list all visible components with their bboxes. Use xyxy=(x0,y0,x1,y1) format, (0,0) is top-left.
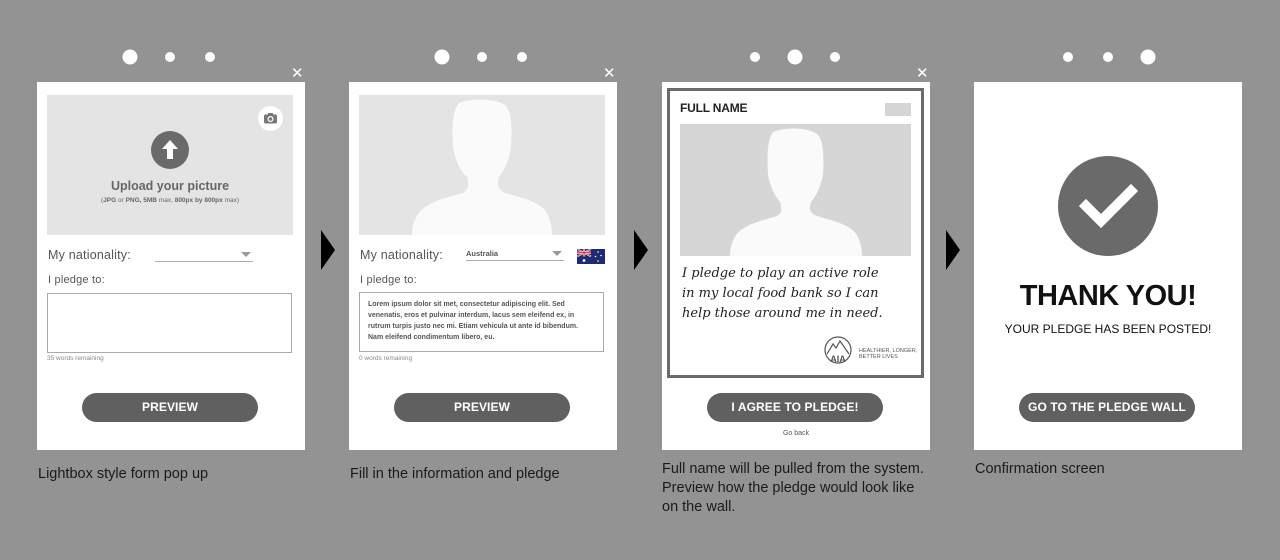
upload-form-panel xyxy=(37,82,305,450)
chevron-down-icon xyxy=(552,251,562,256)
next-arrow-icon xyxy=(321,230,335,270)
words-remaining: 0 words remaining xyxy=(359,355,413,362)
confirmation-panel xyxy=(974,82,1242,450)
preview-button[interactable]: PREVIEW xyxy=(82,393,258,422)
svg-text:AIA: AIA xyxy=(830,354,846,364)
upload-arrow-icon[interactable] xyxy=(151,131,189,169)
preview-button[interactable]: PREVIEW xyxy=(394,393,570,422)
brand-tagline xyxy=(859,348,917,360)
australia-flag-icon xyxy=(577,249,605,264)
tagline-line: HEALTHIER, LONGER, xyxy=(859,348,918,354)
nationality-select[interactable] xyxy=(155,250,253,262)
chevron-down-icon xyxy=(241,252,251,257)
step-dot xyxy=(1103,52,1113,62)
upload-title: Upload your picture xyxy=(110,179,230,193)
pledge-line: help those around me in need. xyxy=(682,306,883,321)
caption-line: on the wall. xyxy=(662,499,736,515)
step-dot-active xyxy=(788,50,803,65)
pledge-line: I pledge to play an active role xyxy=(682,266,879,281)
step-dot xyxy=(205,52,215,62)
caption-step-2: Fill in the information and pledge xyxy=(350,466,560,482)
step-indicator-4 xyxy=(1053,48,1163,66)
pledge-wall-button[interactable]: GO TO THE PLEDGE WALL xyxy=(1019,393,1195,422)
filled-form-panel xyxy=(349,82,617,450)
step-dot-active xyxy=(435,50,450,65)
close-icon[interactable]: ✕ xyxy=(291,64,304,82)
caption-step-4: Confirmation screen xyxy=(975,461,1105,477)
aia-logo xyxy=(822,336,854,364)
full-name: FULL NAME xyxy=(680,101,748,115)
go-back-link[interactable]: Go back xyxy=(782,430,810,437)
pledge-textarea[interactable] xyxy=(47,293,292,353)
pledge-photo xyxy=(680,124,911,256)
upload-requirements: (JPG or PNG, 5MB max, 800px by 800px max) xyxy=(100,197,240,204)
checkmark-icon xyxy=(1058,156,1158,256)
caption-step-1: Lightbox style form pop up xyxy=(38,466,209,482)
pledge-line: in my local food bank so I can xyxy=(682,286,879,301)
step-indicator-2 xyxy=(427,48,537,66)
pledge-handwritten-text xyxy=(682,264,912,324)
pledge-label: I pledge to: xyxy=(48,274,105,286)
pledge-preview-panel xyxy=(662,82,930,450)
step-dot-active xyxy=(123,50,138,65)
caption-step-3 xyxy=(662,460,942,517)
person-silhouette-icon xyxy=(680,124,911,256)
upload-dropzone[interactable] xyxy=(47,95,293,235)
nationality-select[interactable] xyxy=(466,249,564,261)
pledge-label: I pledge to: xyxy=(360,274,417,286)
nationality-label: My nationality: xyxy=(48,248,131,262)
pledge-posted-message: YOUR PLEDGE HAS BEEN POSTED! xyxy=(1004,322,1212,336)
close-icon[interactable]: ✕ xyxy=(603,64,616,82)
next-arrow-icon xyxy=(634,230,648,270)
step-indicator-3 xyxy=(740,48,850,66)
pledge-textarea[interactable]: Lorem ipsum dolor sit met, consectetur adipiscing elit. Sed venenatis, eros et pulvinar interdum, lacus sem eleifend ex, in rutrum turpis justo nec mi. Etiam vehicula ut ante id bibendum. Nam eleifend condimentum libero, eu. xyxy=(359,292,604,352)
flag-placeholder xyxy=(885,103,911,116)
thank-you-heading: THANK YOU! xyxy=(1019,280,1197,312)
nationality-value: Australia xyxy=(466,249,499,258)
nationality-label: My nationality: xyxy=(360,248,443,262)
agree-pledge-button[interactable]: I AGREE TO PLEDGE! xyxy=(707,393,883,422)
caption-line: Preview how the pledge would look like xyxy=(662,480,915,496)
step-dot xyxy=(830,52,840,62)
close-icon[interactable]: ✕ xyxy=(916,64,929,82)
uploaded-photo xyxy=(359,95,605,235)
words-remaining: 35 words remaining xyxy=(47,355,104,362)
pledge-card-preview xyxy=(667,88,924,378)
camera-icon[interactable] xyxy=(258,106,283,131)
step-dot xyxy=(517,52,527,62)
step-dot-active xyxy=(1141,50,1156,65)
next-arrow-icon xyxy=(946,230,960,270)
step-indicator-1 xyxy=(115,48,225,66)
step-dot xyxy=(750,52,760,62)
step-dot xyxy=(1063,52,1073,62)
caption-line: Full name will be pulled from the system. xyxy=(662,461,924,477)
person-silhouette-icon xyxy=(359,95,605,235)
tagline-line: BETTER LIVES xyxy=(859,354,898,360)
step-dot xyxy=(477,52,487,62)
step-dot xyxy=(165,52,175,62)
